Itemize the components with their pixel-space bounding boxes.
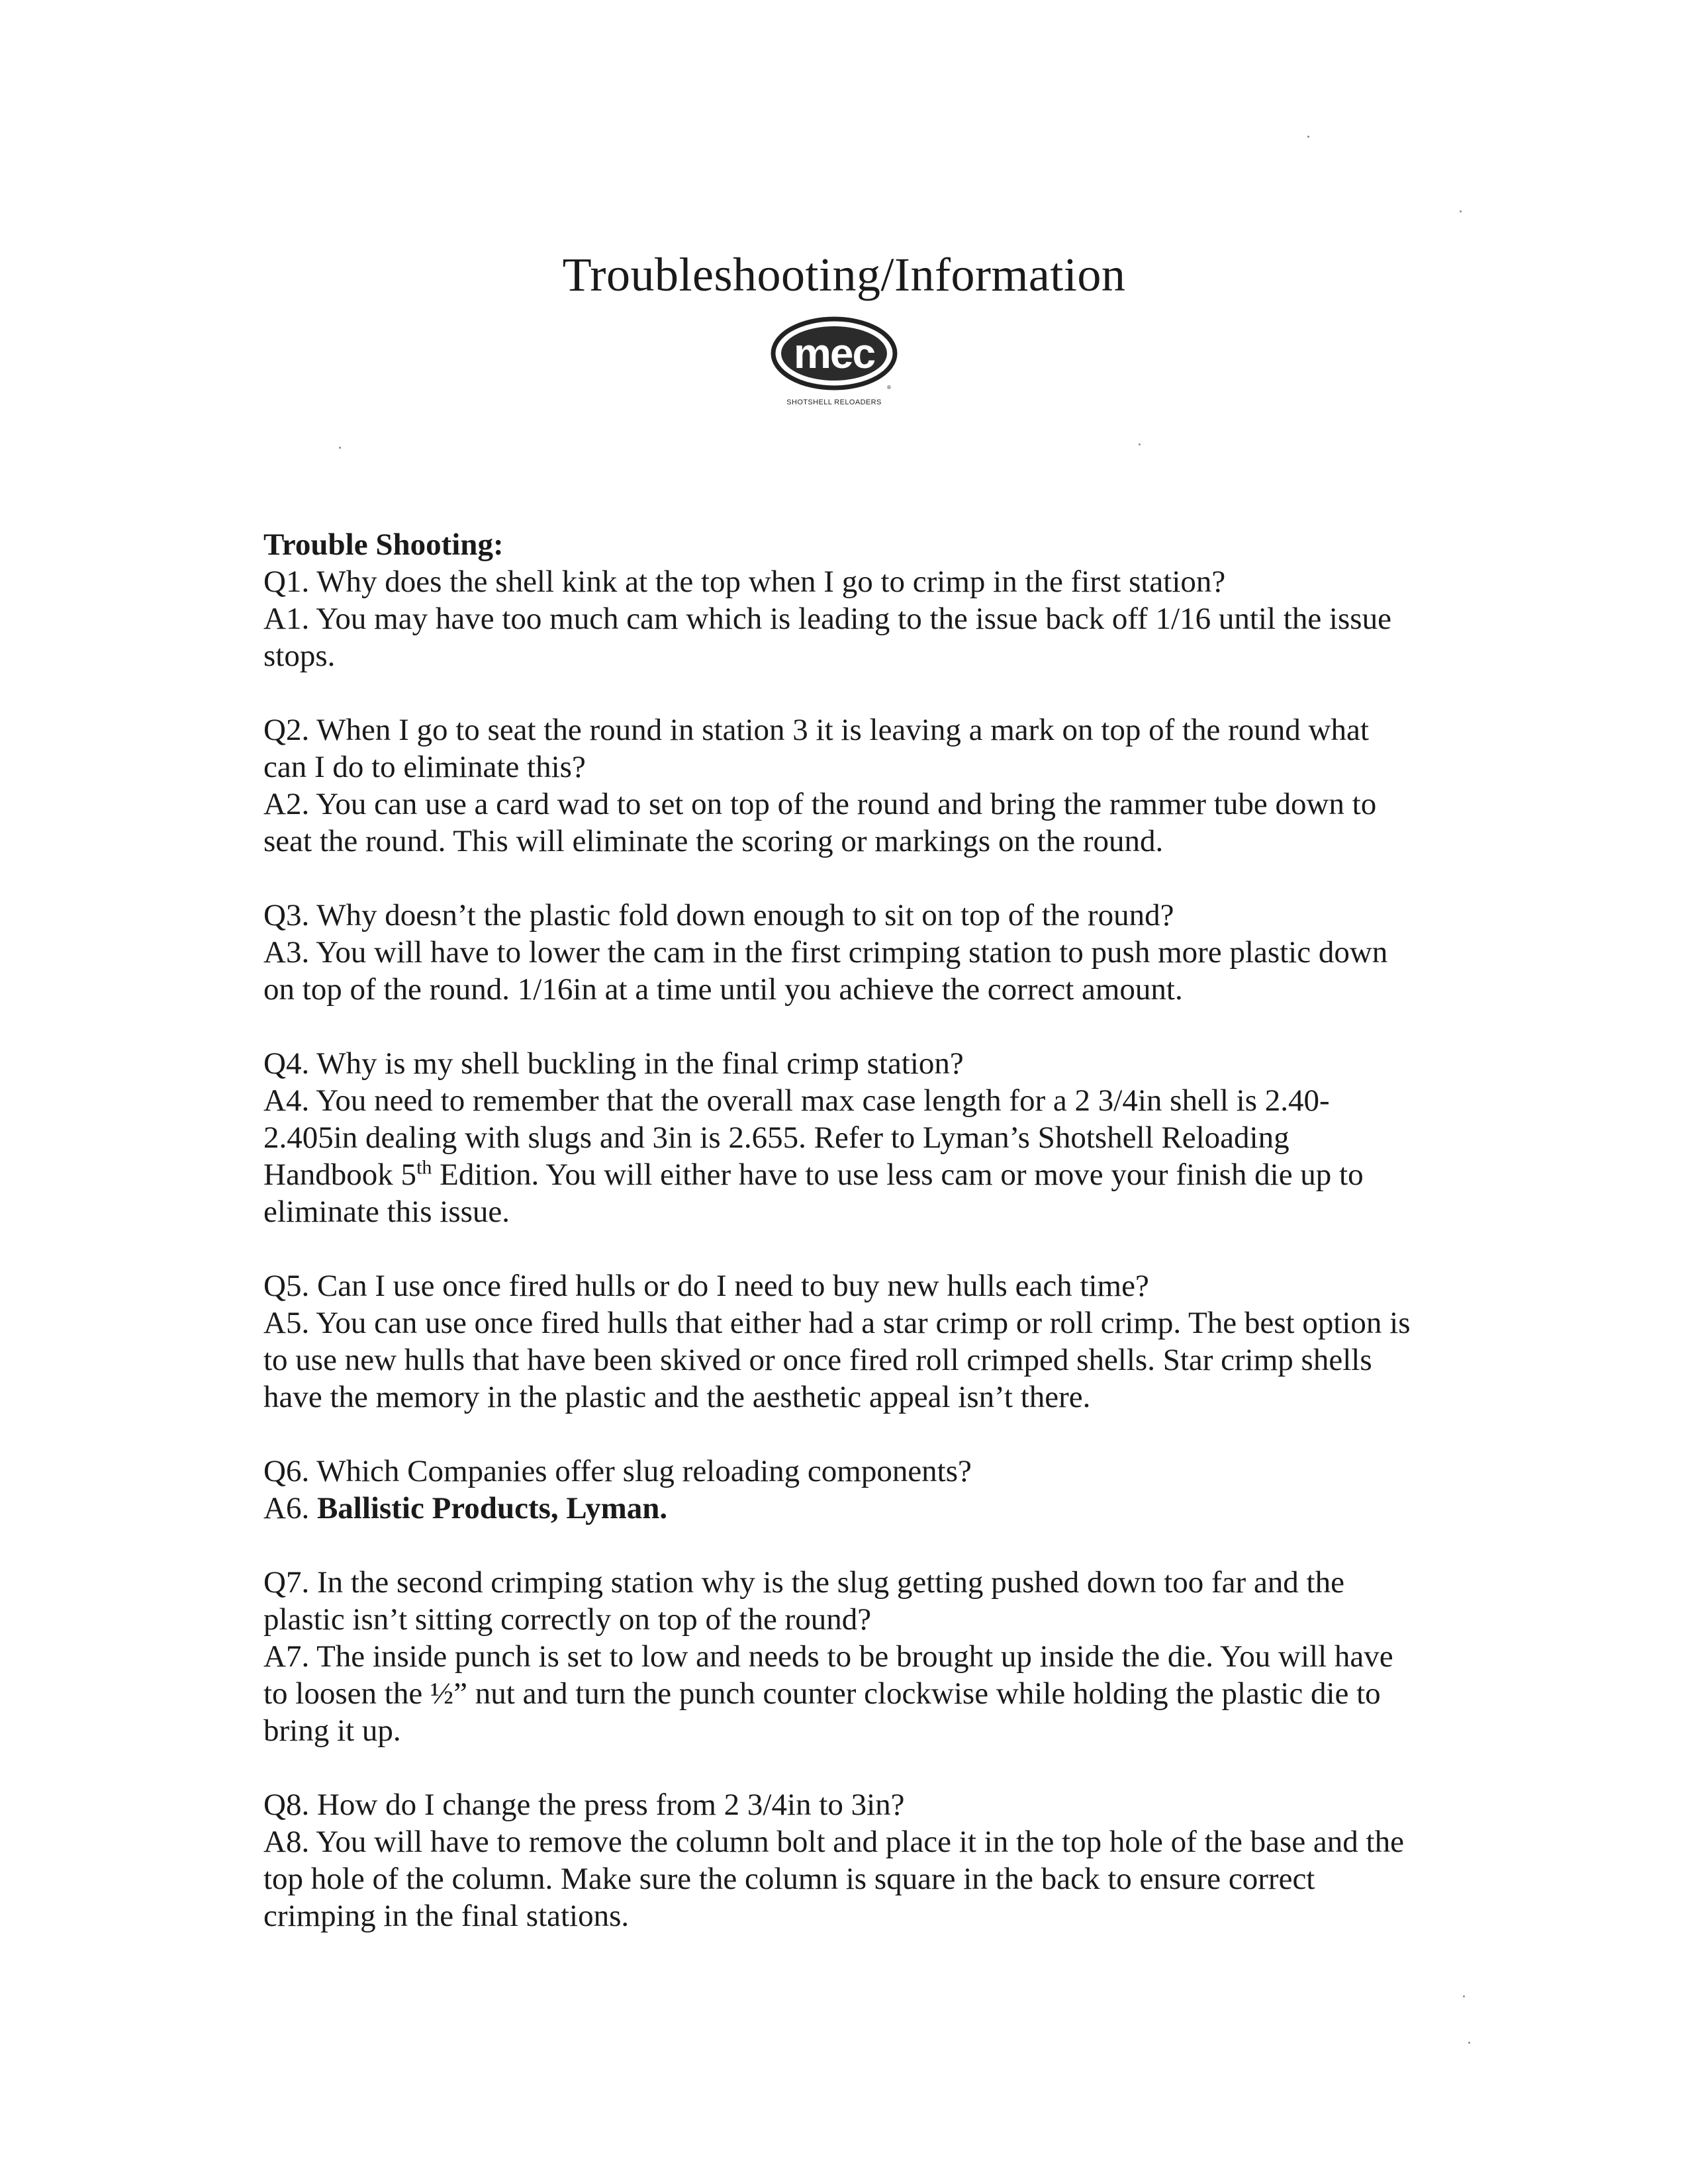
qa-item-3 [263,897,1415,1008]
scan-speck [1139,443,1141,445]
section-heading: Trouble Shooting: [263,527,504,562]
question-3: Q3. Why doesn’t the plastic fold down enough to sit on top of the round? [263,898,1174,933]
answer-6 [263,1490,1415,1527]
answer-4-part-2: Edition. You will either have to use less cam or move your finish die up to eliminate this issue. [263,1158,1364,1229]
answer-6-companies: Ballistic Products, Lyman. [316,1491,668,1525]
scan-speck [339,447,341,449]
scan-speck [1460,210,1462,212]
scan-speck [1463,1995,1465,1997]
answer-3: A3. You will have to lower the cam in the first crimping station to push more plastic down on top of the round. 1/16in at a time until you achieve the correct amount. [263,935,1388,1007]
mec-logo-text: mec [793,330,875,377]
question-6: Q6. Which Companies offer slug reloading components? [263,1454,972,1488]
mec-logo-mark [761,311,907,397]
question-8: Q8. How do I change the press from 2 3/4in to 3in? [263,1788,905,1822]
answer-4-part-1: A4. You need to remember that the overall max case length for a 2 3/4in shell is 2.40-2.405in dealing with slugs and 3in is 2.655. Refer to Lyman’s Shotshell Reloading Handbook 5 [263,1083,1330,1192]
question-4: Q4. Why is my shell buckling in the final crimp station? [263,1046,964,1081]
answer-8: A8. You will have to remove the column bolt and place it in the top hole of the base and the top hole of the column. Make sure the column is square in the back to ensure correct crimping in the final stations. [263,1825,1404,1933]
answer-1: A1. You may have too much cam which is leading to the issue back off 1/16 until the issue stops. [263,602,1391,673]
answer-4 [263,1082,1415,1230]
qa-item-6 [263,1453,1415,1527]
qa-item-2 [263,711,1415,860]
answer-4-superscript: th [416,1156,432,1179]
qa-item-7 [263,1564,1415,1749]
answer-6-prefix: A6. [263,1491,317,1525]
qa-item-4 [263,1045,1415,1230]
qa-item-5 [263,1267,1415,1416]
scan-speck [1468,2042,1470,2044]
svg-text:®: ® [887,385,891,390]
question-1: Q1. Why does the shell kink at the top when I go to crimp in the first station? [263,565,1226,599]
answer-2: A2. You can use a card wad to set on top of the round and bring the rammer tube down to seat the round. This will eliminate the scoring or markings on the round. [263,787,1377,858]
troubleshooting-content [263,526,1415,1972]
answer-7: A7. The inside punch is set to low and needs to be brought up inside the die. You will have to loosen the ½” nut and turn the punch counter clockwise while holding the plastic die to bring it up. [263,1639,1393,1748]
question-7: Q7. In the second crimping station why is the slug getting pushed down too far and the plastic isn’t sitting correctly on top of the round? [263,1565,1344,1637]
scan-speck [1307,136,1309,138]
question-2: Q2. When I go to seat the round in station 3 it is leaving a mark on top of the round what can I do to eliminate this? [263,713,1369,784]
page-title: Troubleshooting/Information [562,248,1126,301]
answer-5: A5. You can use once fired hulls that either had a star crimp or roll crimp. The best option is to use new hulls that have been skived or once fired roll crimped shells. Star crimp shells have the memory in the plastic and the aesthetic appeal isn’t there. [263,1306,1411,1414]
question-5: Q5. Can I use once fired hulls or do I need to buy new hulls each time? [263,1269,1149,1303]
logo-tagline: SHOTSHELL RELOADERS [786,398,882,406]
qa-item-1 [263,563,1415,674]
qa-item-8 [263,1786,1415,1934]
